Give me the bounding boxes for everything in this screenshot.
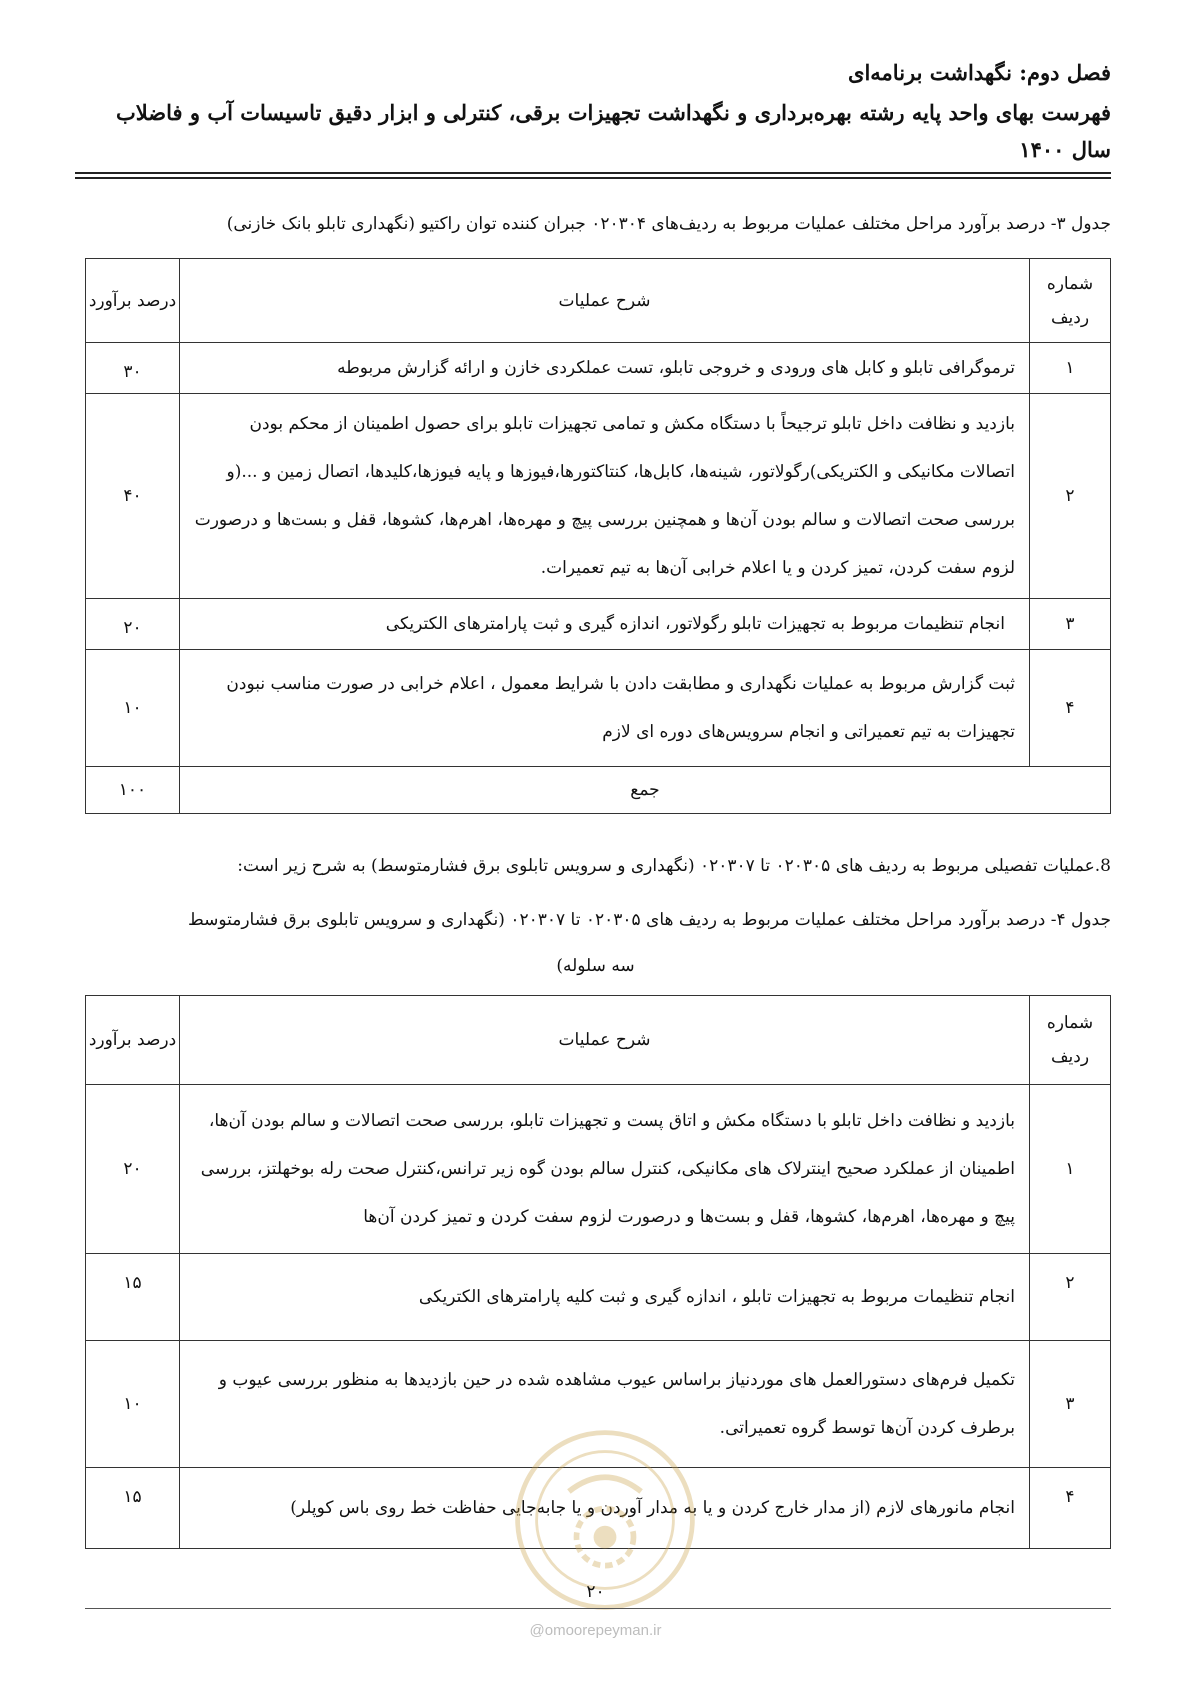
row-number: ۳: [1030, 1341, 1111, 1468]
row-description: بازدید و نظافت داخل تابلو با دستگاه مکش و اتاق پست و تجهیزات تابلو، بررسی صحت اتصالات و سالم بودن آن‌ها، اطمینان از عملکرد صحیح اینترلاک های مکانیکی، کنترل سالم بودن گوه زیر ترانس،کنترل صحت رله بوخهلتز، بررسی پیچ و مهره‌ها، اهرم‌ها، کشوها، قفل و بست‌ها و درصورت لزوم سفت کردن و تمیز کردن آن‌ها: [180, 1085, 1030, 1254]
table4-caption-line2: سه سلوله): [556, 956, 635, 976]
document-subtitle: فهرست بهای واحد پایه رشته بهره‌برداری و نگهداشت تجهیزات برقی، کنترلی و ابزار دقیق تاسیسات آب و فاضلاب سال ۱۴۰۰: [115, 100, 1111, 162]
paragraph-8: 8.عملیات تفصیلی مربوط به ردیف های ۰۲۰۳۰۵ تا ۰۲۰۳۰۷ (نگهداری و سرویس تابلوی برق فشارمتوسط) به شرح زیر است:: [237, 856, 1111, 876]
total-value: ۱۰۰: [86, 767, 180, 814]
table-row: [86, 343, 1111, 394]
row-percent: ۴۰: [86, 394, 180, 599]
row-description: انجام تنظیمات مربوط به تجهیزات تابلو ، اندازه گیری و ثبت کلیه پارامترهای الکتریکی: [180, 1254, 1030, 1341]
table3: [85, 258, 1111, 814]
row-number: ۱: [1030, 343, 1111, 394]
row-percent: ۳۰: [86, 343, 180, 394]
header-row-number: شماره ردیف: [1030, 259, 1111, 343]
table-row: [86, 1254, 1111, 1341]
row-number: ۴: [1030, 650, 1111, 767]
table-row: [86, 1085, 1111, 1254]
footer-rule: [85, 1608, 1111, 1609]
row-percent: ۱۰: [86, 1341, 180, 1468]
row-description: ترموگرافی تابلو و کابل های ورودی و خروجی تابلو، تست عملکردی خازن و ارائه گزارش مربوطه: [180, 343, 1030, 394]
row-description: انجام تنظیمات مربوط به تجهیزات تابلو رگولاتور، اندازه گیری و ثبت پارامترهای الکتریکی: [180, 599, 1030, 650]
row-number: ۱: [1030, 1085, 1111, 1254]
header-description: شرح عملیات: [180, 259, 1030, 343]
header-percent: درصد برآورد: [86, 996, 180, 1085]
row-percent: ۲۰: [86, 599, 180, 650]
page-header: [75, 58, 1111, 168]
row-number: ۳: [1030, 599, 1111, 650]
table4-caption-line1: جدول ۴- درصد برآورد مراحل مختلف عملیات مربوط به ردیف های ۰۲۰۳۰۵ تا ۰۲۰۳۰۷ (نگهداری و سرویس تابلوی برق فشارمتوسط: [187, 910, 1111, 930]
table-row: [86, 599, 1111, 650]
table-header-row: [86, 996, 1111, 1085]
chapter-title: فصل دوم: نگهداشت برنامه‌ای: [848, 60, 1111, 85]
row-percent: ۱۵: [86, 1468, 180, 1549]
page-number: ۲۰: [586, 1582, 605, 1602]
table-header-row: [86, 259, 1111, 343]
row-description: انجام مانورهای لازم (از مدار خارج کردن و یا به مدار آوردن و یا جابه‌جایی حفاظت خط روی باس کوپلر): [180, 1468, 1030, 1549]
row-percent: ۲۰: [86, 1085, 180, 1254]
row-number: ۲: [1030, 1254, 1111, 1341]
row-number: ۴: [1030, 1468, 1111, 1549]
table-row: [86, 394, 1111, 599]
row-percent: ۱۰: [86, 650, 180, 767]
header-percent: درصد برآورد: [86, 259, 180, 343]
table-total-row: [86, 767, 1111, 814]
row-description: تکمیل فرم‌های دستورالعمل های موردنیاز براساس عیوب مشاهده شده در حین بازدیدها به منظور بررسی عیوب و برطرف کردن آن‌ها توسط گروه تعمیراتی.: [180, 1341, 1030, 1468]
header-rule-bottom: [75, 177, 1111, 179]
row-number: ۲: [1030, 394, 1111, 599]
header-rule-top: [75, 172, 1111, 174]
row-description: ثبت گزارش مربوط به عملیات نگهداری و مطابقت دادن با شرایط معمول ، اعلام خرابی در صورت مناسب نبودن تجهیزات به تیم تعمیراتی و انجام سرویس‌های دوره ای لازم: [180, 650, 1030, 767]
header-row-number: شماره ردیف: [1030, 996, 1111, 1085]
row-percent: ۱۵: [86, 1254, 180, 1341]
total-label: جمع: [180, 767, 1111, 814]
table3-caption: جدول ۳- درصد برآورد مراحل مختلف عملیات مربوط به ردیف‌های ۰۲۰۳۰۴ جبران کننده توان راکتیو (نگهداری تابلو بانک خازنی): [226, 214, 1111, 234]
table4-caption: [80, 897, 1111, 989]
row-description: بازدید و نظافت داخل تابلو ترجیحاً با دستگاه مکش و تمامی تجهیزات تابلو برای حصول اطمینان از محکم بودن اتصالات مکانیکی و الکتریکی)رگولاتور، شینه‌ها، کابل‌ها، کنتاکتورها،فیوزها و پایه فیوزها،کلیدها، اتصال زمین و ...(و بررسی صحت اتصالات و سالم بودن آن‌ها و همچنین بررسی پیچ و مهره‌ها، اهرم‌ها، کشوها، قفل و بست‌ها و درصورت لزوم سفت کردن، تمیز کردن و یا اعلام خرابی آن‌ها به تیم تعمیرات.: [180, 394, 1030, 599]
header-description: شرح عملیات: [180, 996, 1030, 1085]
table-row: [86, 650, 1111, 767]
site-watermark: @omoorepeyman.ir: [529, 1622, 662, 1639]
